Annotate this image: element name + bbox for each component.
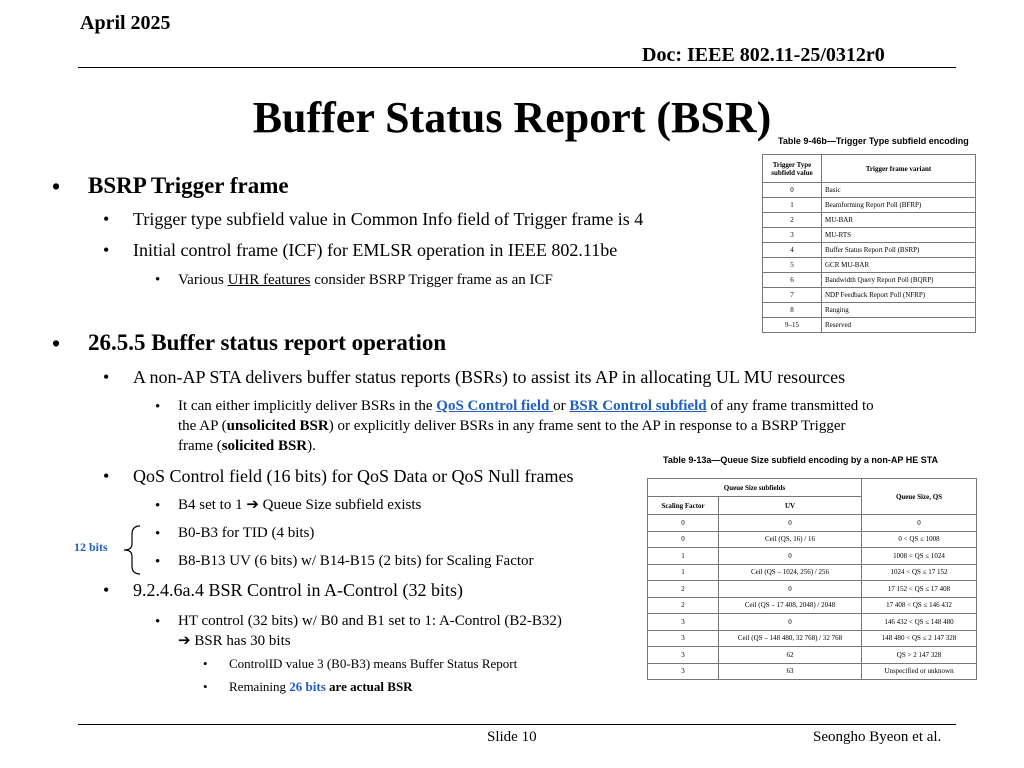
table-cell: 4	[763, 243, 822, 258]
qos-b8: B8-B13 UV (6 bits) w/ B14-B15 (2 bits) for Scaling Factor	[178, 553, 534, 569]
queue-col2-header: UV	[719, 497, 862, 515]
table-row	[648, 564, 977, 581]
bsrp-sub1: Trigger type subfield value in Common Info field of Trigger frame is 4	[133, 209, 644, 229]
qos-heading: QoS Control field (16 bits) for QoS Data or QoS Null frames	[133, 466, 574, 486]
actl-sub3	[229, 679, 413, 695]
table-row	[763, 243, 976, 258]
table-cell: 2	[648, 581, 719, 598]
bullet-dot: •	[155, 272, 161, 288]
table-row	[648, 515, 977, 532]
op-sub2-text-f: ) or explicitly deliver BSRs in any frame sent to the AP in response to a BSRP Trigger	[328, 418, 846, 434]
table-row	[763, 228, 976, 243]
op-sub2-text-i: ).	[307, 438, 316, 454]
table-cell: 8	[763, 303, 822, 318]
op-sub2-text-g: frame (	[178, 438, 222, 454]
op-sub1: A non-AP STA delivers buffer status reports (BSRs) to assist its AP in allocating UL MU resources	[133, 367, 846, 387]
table-cell: Bandwidth Query Report Poll (BQRP)	[822, 273, 976, 288]
qos-b4: B4 set to 1 ➔ Queue Size subfield exists	[178, 497, 422, 513]
table-cell: 17 152 < QS ≤ 17 408	[862, 581, 977, 598]
table-row	[648, 630, 977, 647]
bullet-dot: •	[155, 614, 161, 630]
table-cell: 7	[763, 288, 822, 303]
bullet-dot: •	[103, 240, 110, 260]
table-cell: 2	[648, 597, 719, 614]
unsolicited-bsr-term: unsolicited BSR	[226, 418, 329, 434]
twelve-bits-label: 12 bits	[74, 540, 108, 554]
table-cell: 0	[719, 614, 862, 631]
queue-size-table	[647, 478, 977, 680]
table-row	[763, 198, 976, 213]
actl-sub2: ControlID value 3 (B0-B3) means Buffer Status Report	[229, 656, 518, 671]
table-row	[763, 258, 976, 273]
queue-table-caption: Table 9-13a—Queue Size subfield encoding by a non-AP HE STA	[663, 455, 939, 465]
table-cell: 3	[648, 647, 719, 664]
table-cell: Reserved	[822, 318, 976, 333]
table-row	[763, 273, 976, 288]
table-cell: Beamforming Report Poll (BFRP)	[822, 198, 976, 213]
table-cell: 0	[648, 515, 719, 532]
table-cell: 3	[648, 663, 719, 680]
table-row	[763, 183, 976, 198]
table-cell: 0	[719, 515, 862, 532]
table-row	[648, 663, 977, 680]
bullet-dot: •	[155, 554, 161, 570]
bullet-dot: •	[103, 466, 110, 486]
qos-control-field-link[interactable]: QoS Control field	[436, 398, 554, 414]
twenty-six-bits-term: 26 bits	[289, 679, 326, 694]
table-cell: 1	[648, 548, 719, 565]
footer-divider	[78, 724, 956, 725]
table-row	[763, 303, 976, 318]
table-cell: 6	[763, 273, 822, 288]
table-cell: 0 < QS ≤ 1008	[862, 531, 977, 548]
op-sub2-text-c: of any frame transmitted to	[706, 398, 874, 414]
table-cell: NDP Feedback Report Poll (NFRP)	[822, 288, 976, 303]
slide-title: Buffer Status Report (BSR)	[252, 93, 772, 142]
bullet-dot: •	[52, 174, 61, 199]
bullet-dot: •	[103, 580, 110, 600]
table-cell: Ceil (QS – 17 408, 2048) / 2048	[719, 597, 862, 614]
bsrp-sub3-pre: Various	[178, 272, 228, 288]
qos-b0: B0-B3 for TID (4 bits)	[178, 525, 315, 541]
table-row	[763, 213, 976, 228]
slide-number: Slide 10	[487, 729, 537, 745]
trigger-type-table	[762, 154, 976, 333]
table-cell: 148 480 < QS ≤ 2 147 328	[862, 630, 977, 647]
bullet-dot: •	[103, 209, 110, 229]
table-cell: Basic	[822, 183, 976, 198]
table-cell: Ceil (QS, 16) / 16	[719, 531, 862, 548]
trigger-col1-header: Trigger Type subfield value	[763, 155, 822, 183]
table-cell: 0	[862, 515, 977, 532]
table-cell: Unspecified or unknown	[862, 663, 977, 680]
bsr-control-subfield-link[interactable]: BSR Control subfield	[569, 398, 707, 414]
table-cell: 146 432 < QS ≤ 148 480	[862, 614, 977, 631]
table-cell: 9–15	[763, 318, 822, 333]
bullet-dot: •	[155, 399, 161, 415]
table-row	[648, 548, 977, 565]
op-sub2-text-b: or	[553, 398, 570, 414]
table-cell: 1	[763, 198, 822, 213]
table-cell: 1	[648, 564, 719, 581]
table-row	[648, 614, 977, 631]
table-row	[763, 318, 976, 333]
table-cell: 2	[763, 213, 822, 228]
table-cell: 3	[648, 614, 719, 631]
table-cell: 5	[763, 258, 822, 273]
actl-sub3-text-c: are actual BSR	[325, 679, 413, 694]
bullet-dot: •	[203, 656, 208, 671]
header-divider	[78, 67, 956, 68]
op-heading: 26.5.5 Buffer status report operation	[88, 330, 447, 355]
bullet-dot: •	[103, 367, 110, 387]
table-cell: 0	[719, 548, 862, 565]
table-cell: 3	[763, 228, 822, 243]
op-sub2-text-d: the AP (	[178, 418, 227, 434]
header-doc-id: Doc: IEEE 802.11-25/0312r0	[642, 44, 885, 66]
bullet-dot: •	[155, 498, 161, 514]
bullet-dot: •	[155, 526, 161, 542]
actl-sub3-text-a: Remaining	[229, 679, 290, 694]
table-row	[763, 288, 976, 303]
table-cell: MU-BAR	[822, 213, 976, 228]
table-cell: 63	[719, 663, 862, 680]
table-cell: 17 408 < QS ≤ 146 432	[862, 597, 977, 614]
actl-sub1-line1: HT control (32 bits) w/ B0 and B1 set to 1: A-Control (B2-B32)	[178, 613, 562, 629]
op-sub2	[178, 396, 978, 456]
bullet-dot: •	[203, 679, 208, 694]
table-cell: Ceil (QS – 148 480, 32 768) / 32 768	[719, 630, 862, 647]
table-cell: 62	[719, 647, 862, 664]
table-cell: 1008 < QS ≤ 1024	[862, 548, 977, 565]
table-cell: QS > 2 147 328	[862, 647, 977, 664]
op-sub2-text-a: It can either implicitly deliver BSRs in the	[178, 398, 437, 414]
table-cell: 0	[763, 183, 822, 198]
table-cell: GCR MU-BAR	[822, 258, 976, 273]
bsrp-sub3-post: consider BSRP Trigger frame as an ICF	[310, 272, 553, 288]
bsrp-sub2: Initial control frame (ICF) for EMLSR operation in IEEE 802.11be	[133, 240, 618, 260]
table-cell: MU-RTS	[822, 228, 976, 243]
table-cell: 0	[648, 531, 719, 548]
table-row	[648, 531, 977, 548]
queue-group-header: Queue Size subfields	[648, 479, 862, 497]
footer-author: Seongho Byeon et al.	[813, 729, 942, 745]
bsrp-sub3	[178, 270, 553, 290]
trigger-table-caption: Table 9-46b—Trigger Type subfield encoding	[778, 136, 969, 146]
bullet-dot: •	[52, 331, 61, 356]
queue-col3-header: Queue Size, QS	[862, 479, 977, 515]
header-date: April 2025	[80, 12, 171, 34]
table-cell: Ranging	[822, 303, 976, 318]
table-cell: 3	[648, 630, 719, 647]
curly-brace-icon	[120, 524, 142, 576]
table-cell: Buffer Status Report Poll (BSRP)	[822, 243, 976, 258]
solicited-bsr-term: solicited BSR	[221, 438, 308, 454]
trigger-col2-header: Trigger frame variant	[822, 155, 976, 183]
table-row	[648, 581, 977, 598]
table-cell: 1024 < QS ≤ 17 152	[862, 564, 977, 581]
table-cell: 0	[719, 581, 862, 598]
table-cell: Ceil (QS – 1024, 256) / 256	[719, 564, 862, 581]
actl-sub1	[178, 611, 562, 651]
uhr-features-link[interactable]: UHR features	[227, 272, 311, 288]
actl-heading: 9.2.4.6a.4 BSR Control in A-Control (32 bits)	[133, 580, 464, 600]
bsrp-heading: BSRP Trigger frame	[88, 173, 289, 198]
queue-col1-header: Scaling Factor	[648, 497, 719, 515]
table-row	[648, 597, 977, 614]
table-row	[648, 647, 977, 664]
actl-sub1-line2: ➔ BSR has 30 bits	[178, 633, 291, 649]
